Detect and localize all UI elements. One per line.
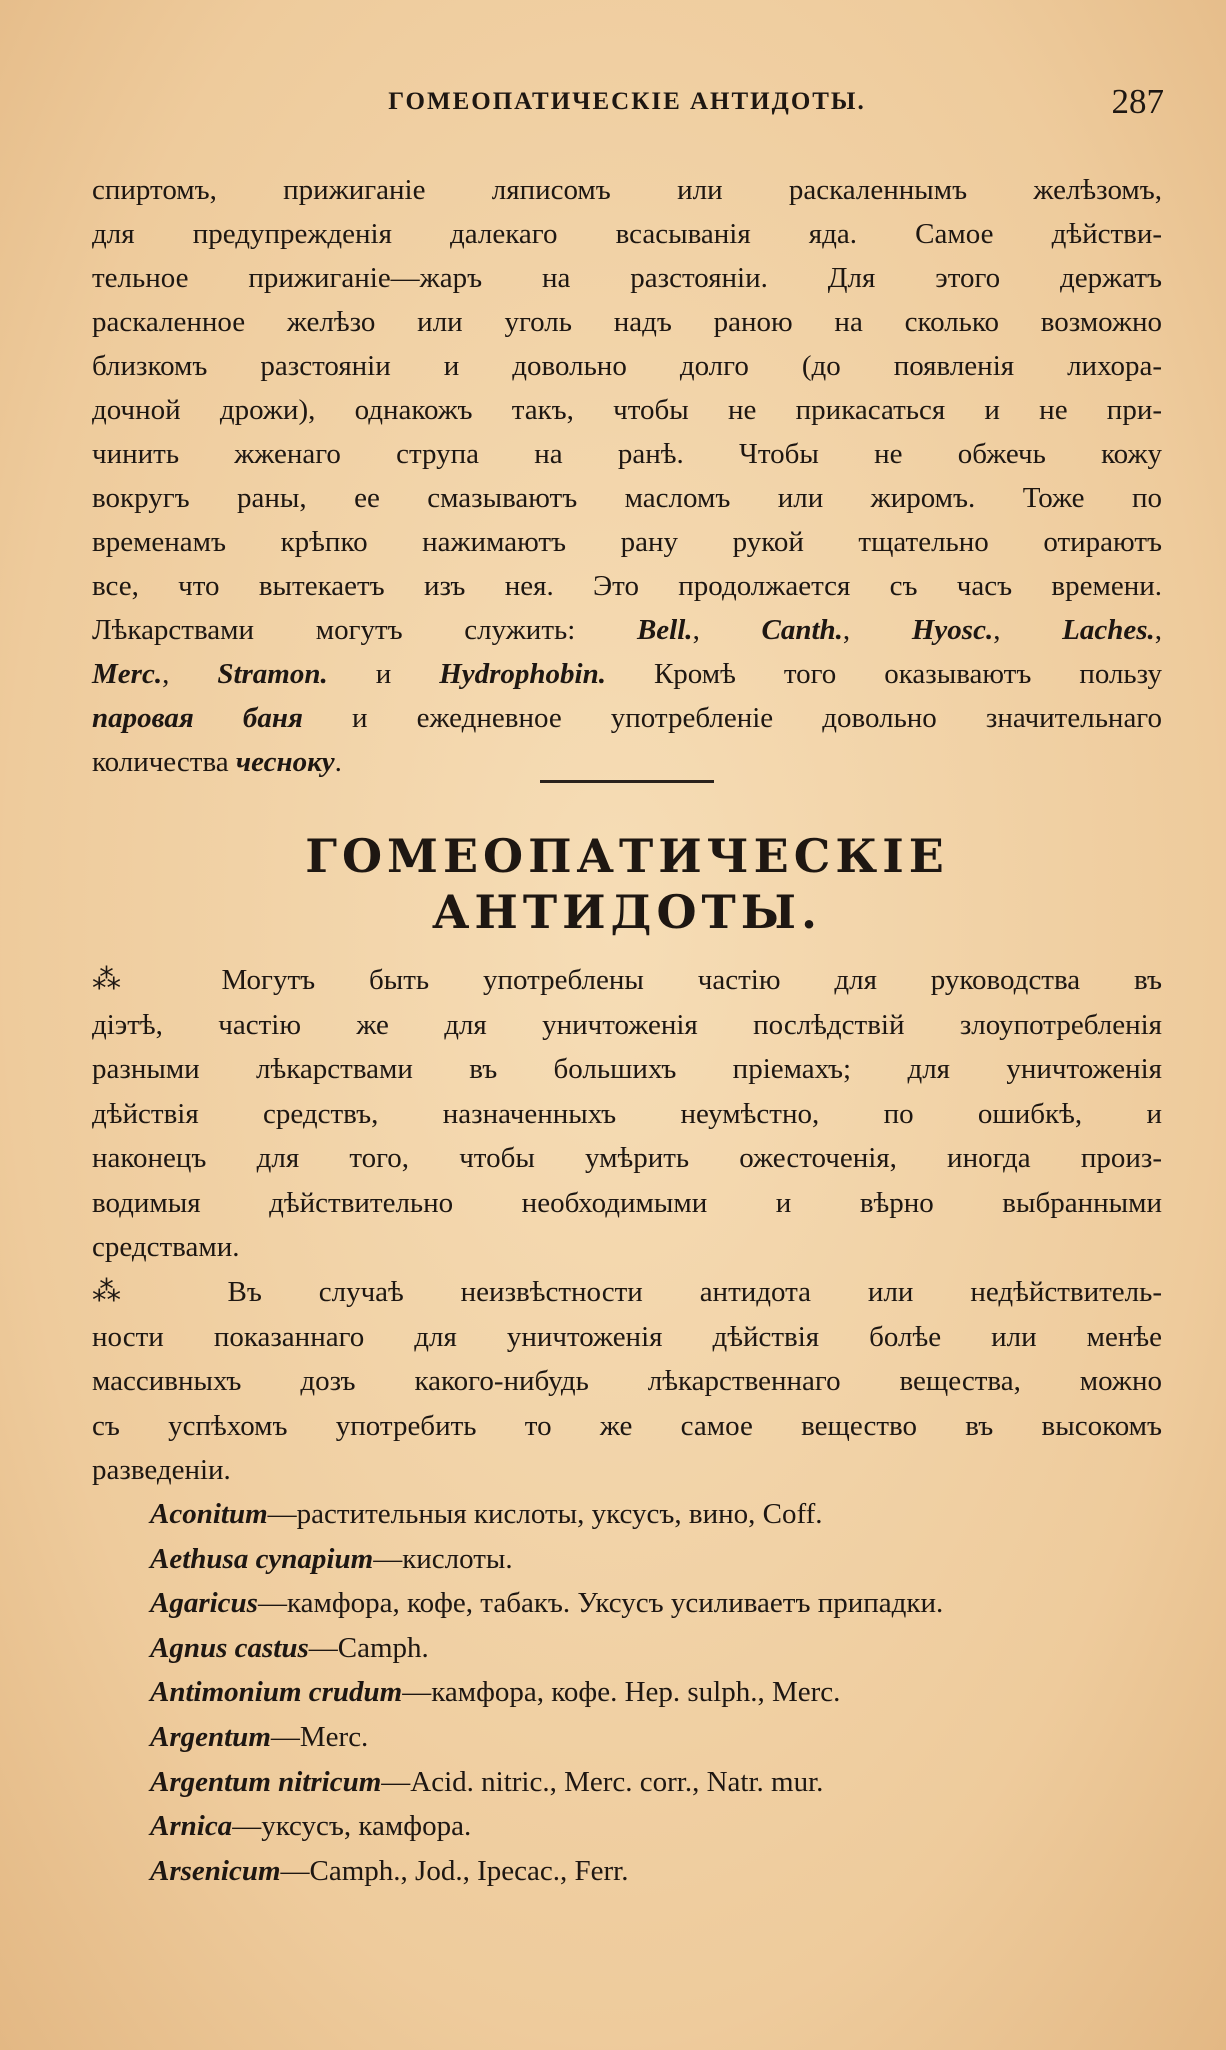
antidote-text: —Camph., Jod., Ipecac., Ferr. (280, 1854, 629, 1887)
text-run: спиртомъ, прижиганіе ляписомъ или раскаленнымъ желѣзомъ, (92, 174, 1162, 206)
text-run: и ежедневное употребленіе довольно значительнаго (302, 702, 1162, 734)
text-run: и (327, 658, 440, 690)
antidote-list (150, 1492, 1162, 1893)
text-line: ⁂ Могутъ быть употреблены частію для руководства въ (92, 964, 1162, 996)
antidote-entry (150, 1626, 1162, 1671)
text-line (92, 168, 1162, 212)
text-line: съ успѣхомъ употребить то же самое вещество въ высокомъ (92, 1409, 1162, 1442)
text-line (92, 476, 1162, 520)
remedy-name: Arsenicum (150, 1854, 281, 1887)
text-line (92, 388, 1162, 432)
text-run: количества (92, 746, 236, 778)
text-line (92, 652, 1162, 696)
text-run: для предупрежденія далекаго всасыванія яда. Самое дѣйстви- (92, 218, 1162, 250)
remedy-name: Agnus castus (150, 1631, 309, 1664)
text-run: , (842, 614, 912, 646)
antidote-entry (150, 1849, 1162, 1894)
antidote-text: —кислоты. (373, 1542, 513, 1575)
text-line: разведеніи. (92, 1454, 231, 1486)
remedy-name: Arnica (150, 1810, 233, 1843)
text-run: , (1154, 614, 1163, 646)
text-run: Лѣкарствами могутъ служить: (92, 614, 637, 646)
text-run: близкомъ разстояніи и довольно долго (до появленія лихора- (92, 350, 1162, 382)
remedy-name: Argentum (150, 1720, 271, 1753)
italic-term: чесноку (235, 746, 335, 778)
paragraph-treatment (92, 168, 1162, 784)
italic-term: Canth. (761, 614, 843, 646)
antidote-entry (150, 1581, 1162, 1626)
text-line (92, 212, 1162, 256)
antidote-text: —камфора, кофе. Hep. sulph., Merc. (402, 1676, 841, 1709)
text-run: , (162, 658, 218, 690)
text-line: массивныхъ дозъ какого-нибудь лѣкарственнаго вещества, можно (92, 1365, 1162, 1397)
remedy-name: Aconitum (150, 1498, 268, 1530)
antidote-entry (150, 1492, 1162, 1537)
text-line (92, 564, 1162, 608)
text-line: разными лѣкарствами въ большихъ пріемахъ; для уничтоженія (92, 1053, 1162, 1085)
antidote-entry (150, 1670, 1162, 1715)
text-run: вокругъ раны, ее смазываютъ масломъ или жиромъ. Тоже по (92, 482, 1162, 514)
text-line (92, 608, 1162, 652)
text-line: дѣйствія средствъ, назначенныхъ неумѣстно, по ошибкѣ, и (92, 1097, 1162, 1130)
antidote-text: —камфора, кофе, табакъ. Уксусъ усиливаетъ припадки. (257, 1587, 944, 1620)
text-run: раскаленное желѣзо или уголь надъ раною на сколько возможно (92, 306, 1162, 338)
text-line (92, 256, 1162, 300)
text-run: дочной дрожи), однакожъ такъ, чтобы не прикасаться и не при- (92, 394, 1162, 426)
antidote-entry (150, 1804, 1162, 1849)
page-number: 287 (1111, 82, 1164, 121)
antidote-entry (150, 1760, 1162, 1805)
antidote-text: —растительныя кислоты, уксусъ, вино, Coff. (267, 1498, 823, 1530)
remedy-name: Agaricus (150, 1587, 258, 1620)
italic-term: Hydrophobin. (439, 658, 606, 690)
text-run: . (334, 746, 342, 778)
text-line: ⁂ Въ случаѣ неизвѣстности антидота или недѣйствитель- (92, 1276, 1162, 1308)
text-line: ности показаннаго для уничтоженія дѣйствія болѣе или менѣе (92, 1320, 1162, 1353)
italic-term: Merc. (92, 658, 163, 690)
text-line (92, 696, 1162, 740)
remedy-name: Antimonium crudum (150, 1676, 403, 1709)
text-run: чинить жженаго струпа на ранѣ. Чтобы не обжечь кожу (92, 438, 1162, 470)
antidote-text: —Camph. (308, 1631, 429, 1664)
text-line (92, 432, 1162, 476)
remedy-name: Argentum nitricum (150, 1765, 382, 1798)
text-line: діэтѣ, частію же для уничтоженія послѣдствій злоупотребленія (92, 1008, 1162, 1041)
italic-term: паровая баня (92, 702, 303, 734)
section-heading-line2: АНТИДОТЫ. (431, 885, 823, 939)
italic-term: Hyosc. (911, 614, 994, 646)
section-heading (92, 828, 1162, 940)
paragraph-antidotes-intro (92, 958, 1162, 1270)
antidote-text: —Acid. nitric., Merc. corr., Natr. mur. (381, 1765, 824, 1798)
italic-term: Laches. (1062, 614, 1155, 646)
section-heading-line1: ГОМЕОПАТИЧЕСКІЕ (305, 829, 949, 883)
text-run: , (993, 614, 1063, 646)
antidote-entry (150, 1715, 1162, 1760)
antidote-entry (150, 1537, 1162, 1582)
antidote-text: —уксусъ, камфора. (232, 1810, 472, 1843)
italic-term: Stramon. (217, 658, 328, 690)
antidote-text: —Merc. (270, 1720, 369, 1753)
section-divider (540, 780, 714, 783)
text-run: тельное прижиганіе—жаръ на разстояніи. Для этого держатъ (92, 262, 1162, 294)
remedy-name: Aethusa cynapium (150, 1542, 374, 1575)
running-head-title: ГОМЕОПАТИЧЕСКІЕ АНТИДОТЫ. (388, 88, 866, 115)
text-line: средствами. (92, 1231, 240, 1263)
text-line (92, 740, 1162, 784)
text-line (92, 300, 1162, 344)
paragraph-antidotes-note (92, 1270, 1162, 1493)
text-line: наконецъ для того, чтобы умѣрить ожесточенія, иногда произ- (92, 1142, 1162, 1174)
text-run: Кромѣ того оказываютъ пользу (605, 658, 1162, 690)
italic-term: Bell. (636, 614, 693, 646)
text-run: временамъ крѣпко нажимаютъ рану рукой тщательно отираютъ (92, 526, 1162, 558)
text-line (92, 520, 1162, 564)
text-line: водимыя дѣйствительно необходимыми и вѣрно выбранными (92, 1186, 1162, 1219)
text-line (92, 344, 1162, 388)
text-run: все, что вытекаетъ изъ нея. Это продолжается съ часъ времени. (92, 570, 1162, 602)
text-run: , (692, 614, 762, 646)
